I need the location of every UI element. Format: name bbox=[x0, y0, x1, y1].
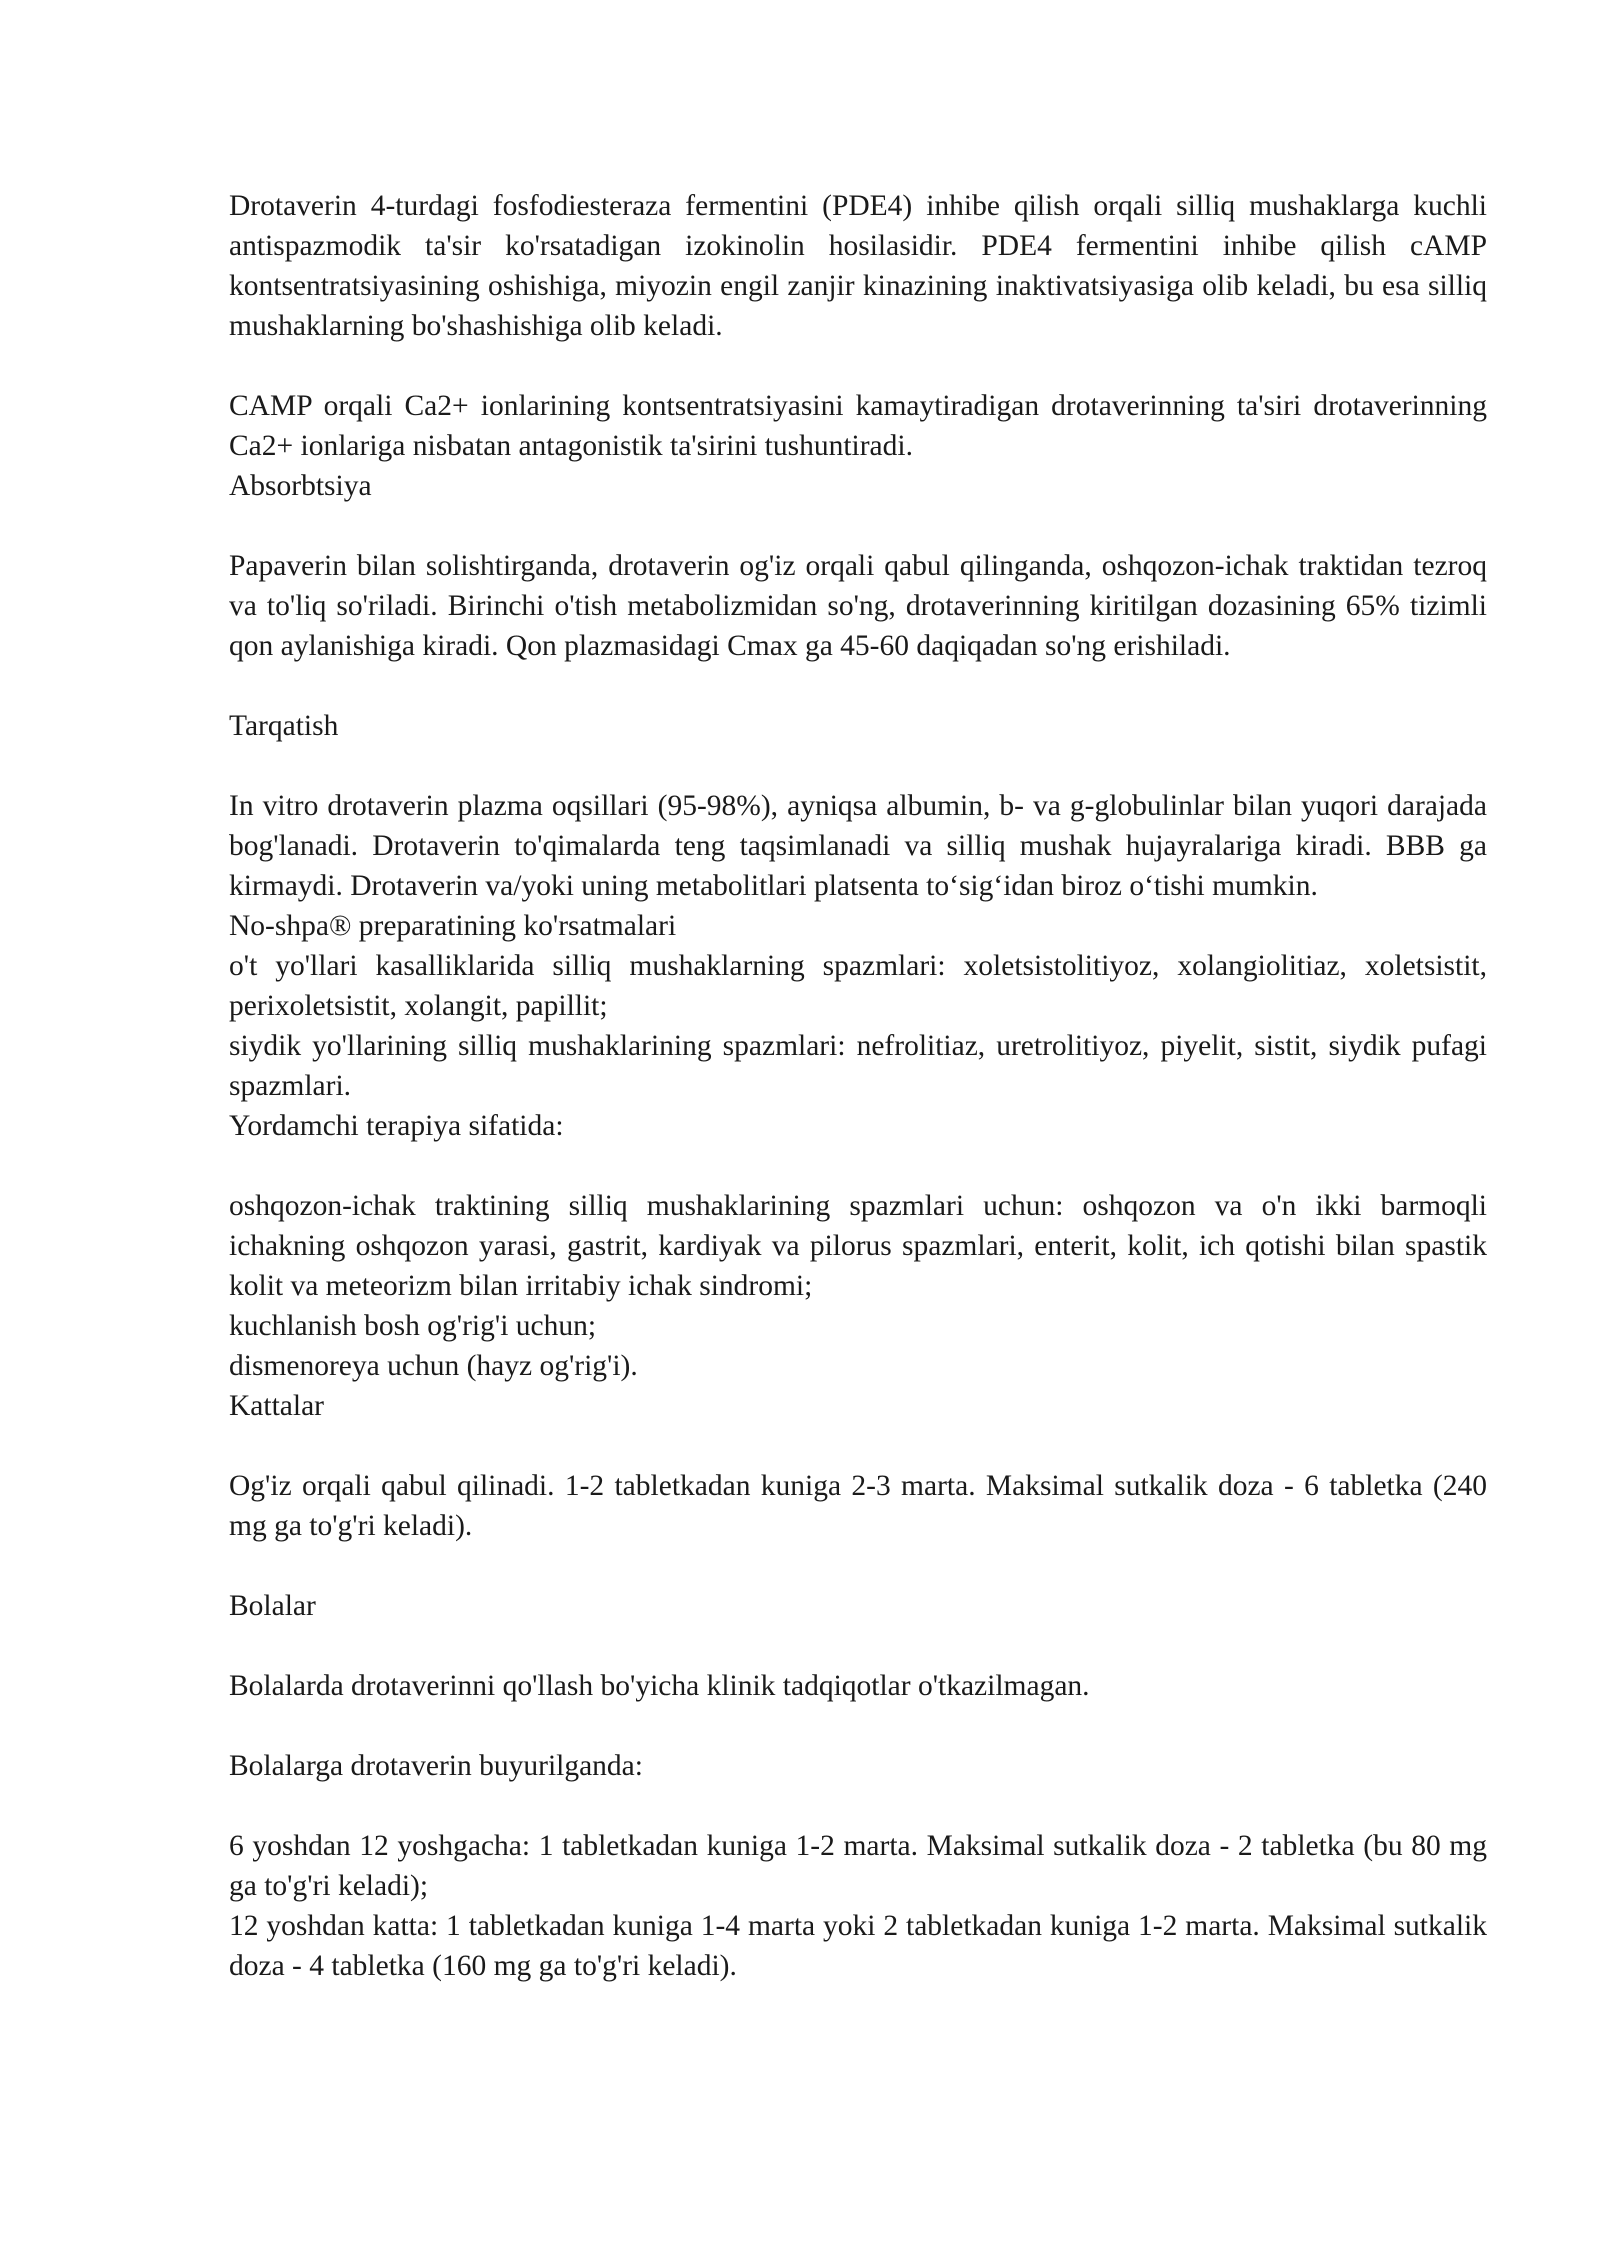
paragraph-adult-dosage: Og'iz orqali qabul qilinadi. 1-2 tabletkadan kuniga 2-3 marta. Maksimal sutkalik doza - 6 tabletka (240 mg ga to'g'ri keladi). bbox=[229, 1470, 1487, 1542]
paragraph-mechanism: Drotaverin 4-turdagi fosfodiesteraza fermentini (PDE4) inhibe qilish orqali silliq mushaklarga kuchli antispazmodik ta'sir ko'rsatadigan izokinolin hosilasidir. PDE4 fermentini inhibe qilish cAMP kontsentratsiyasining oshishiga, miyozin engil zanjir kinazining inaktivatsiyasiga olib keladi, bu esa silliq mushaklarning bo'shashishiga olib keladi. bbox=[229, 190, 1487, 342]
paragraph-dysmenorrhea: dismenoreya uchun (hayz og'rig'i). bbox=[229, 1350, 638, 1382]
spacer bbox=[229, 746, 1487, 786]
heading-kattalar: Kattalar bbox=[229, 1390, 324, 1422]
paragraph-camp: CAMP orqali Ca2+ ionlarining kontsentratsiyasini kamaytiradigan drotaverinning ta'siri drotaverinning Ca2+ ionlariga nisbatan antagonistik ta'sirini tushuntiradi. bbox=[229, 390, 1487, 462]
spacer bbox=[229, 506, 1487, 546]
heading-absorbtsiya: Absorbtsiya bbox=[229, 470, 372, 502]
spacer bbox=[229, 1706, 1487, 1746]
paragraph-gi-spasms: oshqozon-ichak traktining silliq mushaklarining spazmlari uchun: oshqozon va o'n ikki barmoqli ichakning oshqozon yarasi, gastrit, kardiyak va pilorus spazmlari, enterit, kolit, ich qotishi bilan spastik kolit va meteorizm bilan irritabiy ichak sindromi; bbox=[229, 1190, 1487, 1302]
spacer bbox=[229, 666, 1487, 706]
paragraph-absorption: Papaverin bilan solishtirganda, drotaverin og'iz orqali qabul qilinganda, oshqozon-ichak traktidan tezroq va to'liq so'riladi. Birinchi o'tish metabolizmidan so'ng, drotaverinning kiritilgan dozasining 65% tizimli qon aylanishiga kiradi. Qon plazmasidagi Cmax ga 45-60 daqiqadan so'ng erishiladi. bbox=[229, 550, 1487, 662]
spacer bbox=[229, 1146, 1487, 1186]
spacer bbox=[229, 1546, 1487, 1586]
paragraph-children-trials: Bolalarda drotaverinni qo'llash bo'yicha klinik tadqiqotlar o'tkazilmagan. bbox=[229, 1670, 1090, 1702]
heading-bolalar: Bolalar bbox=[229, 1590, 316, 1622]
paragraph-urinary-spasms: siydik yo'llarining silliq mushaklarining spazmlari: nefrolitiaz, uretrolitiyoz, piyelit, sistit, siydik pufagi spazmlari. bbox=[229, 1030, 1487, 1102]
paragraph-children-over-12: 12 yoshdan katta: 1 tabletkadan kuniga 1-4 marta yoki 2 tabletkadan kuniga 1-2 marta. Maksimal sutkalik doza - 4 tabletka (160 mg ga to'g'ri keladi). bbox=[229, 1910, 1487, 1982]
spacer bbox=[229, 1426, 1487, 1466]
document-page bbox=[229, 186, 1487, 1986]
heading-adjuvant: Yordamchi terapiya sifatida: bbox=[229, 1110, 564, 1142]
paragraph-biliary-spasms: o't yo'llari kasalliklarida silliq mushaklarning spazmlari: xoletsistolitiyoz, xolangiolitiaz, xoletsistit, perixoletsistit, xolangit, papillit; bbox=[229, 950, 1487, 1022]
spacer bbox=[229, 1786, 1487, 1826]
heading-tarqatish: Tarqatish bbox=[229, 710, 339, 742]
paragraph-headache: kuchlanish bosh og'rig'i uchun; bbox=[229, 1310, 597, 1342]
heading-indications: No-shpa® preparatining ko'rsatmalari bbox=[229, 910, 677, 942]
paragraph-children-intro: Bolalarga drotaverin buyurilganda: bbox=[229, 1750, 643, 1782]
paragraph-children-6-12: 6 yoshdan 12 yoshgacha: 1 tabletkadan kuniga 1-2 marta. Maksimal sutkalik doza - 2 tabletka (bu 80 mg ga to'g'ri keladi); bbox=[229, 1830, 1487, 1902]
spacer bbox=[229, 346, 1487, 386]
spacer bbox=[229, 1626, 1487, 1666]
paragraph-distribution: In vitro drotaverin plazma oqsillari (95-98%), ayniqsa albumin, b- va g-globulinlar bilan yuqori darajada bog'lanadi. Drotaverin to'qimalarda teng taqsimlanadi va silliq mushak hujayralariga kiradi. BBB ga kirmaydi. Drotaverin va/yoki uning metabolitlari platsenta to‘sig‘idan biroz o‘tishi mumkin. bbox=[229, 790, 1487, 902]
